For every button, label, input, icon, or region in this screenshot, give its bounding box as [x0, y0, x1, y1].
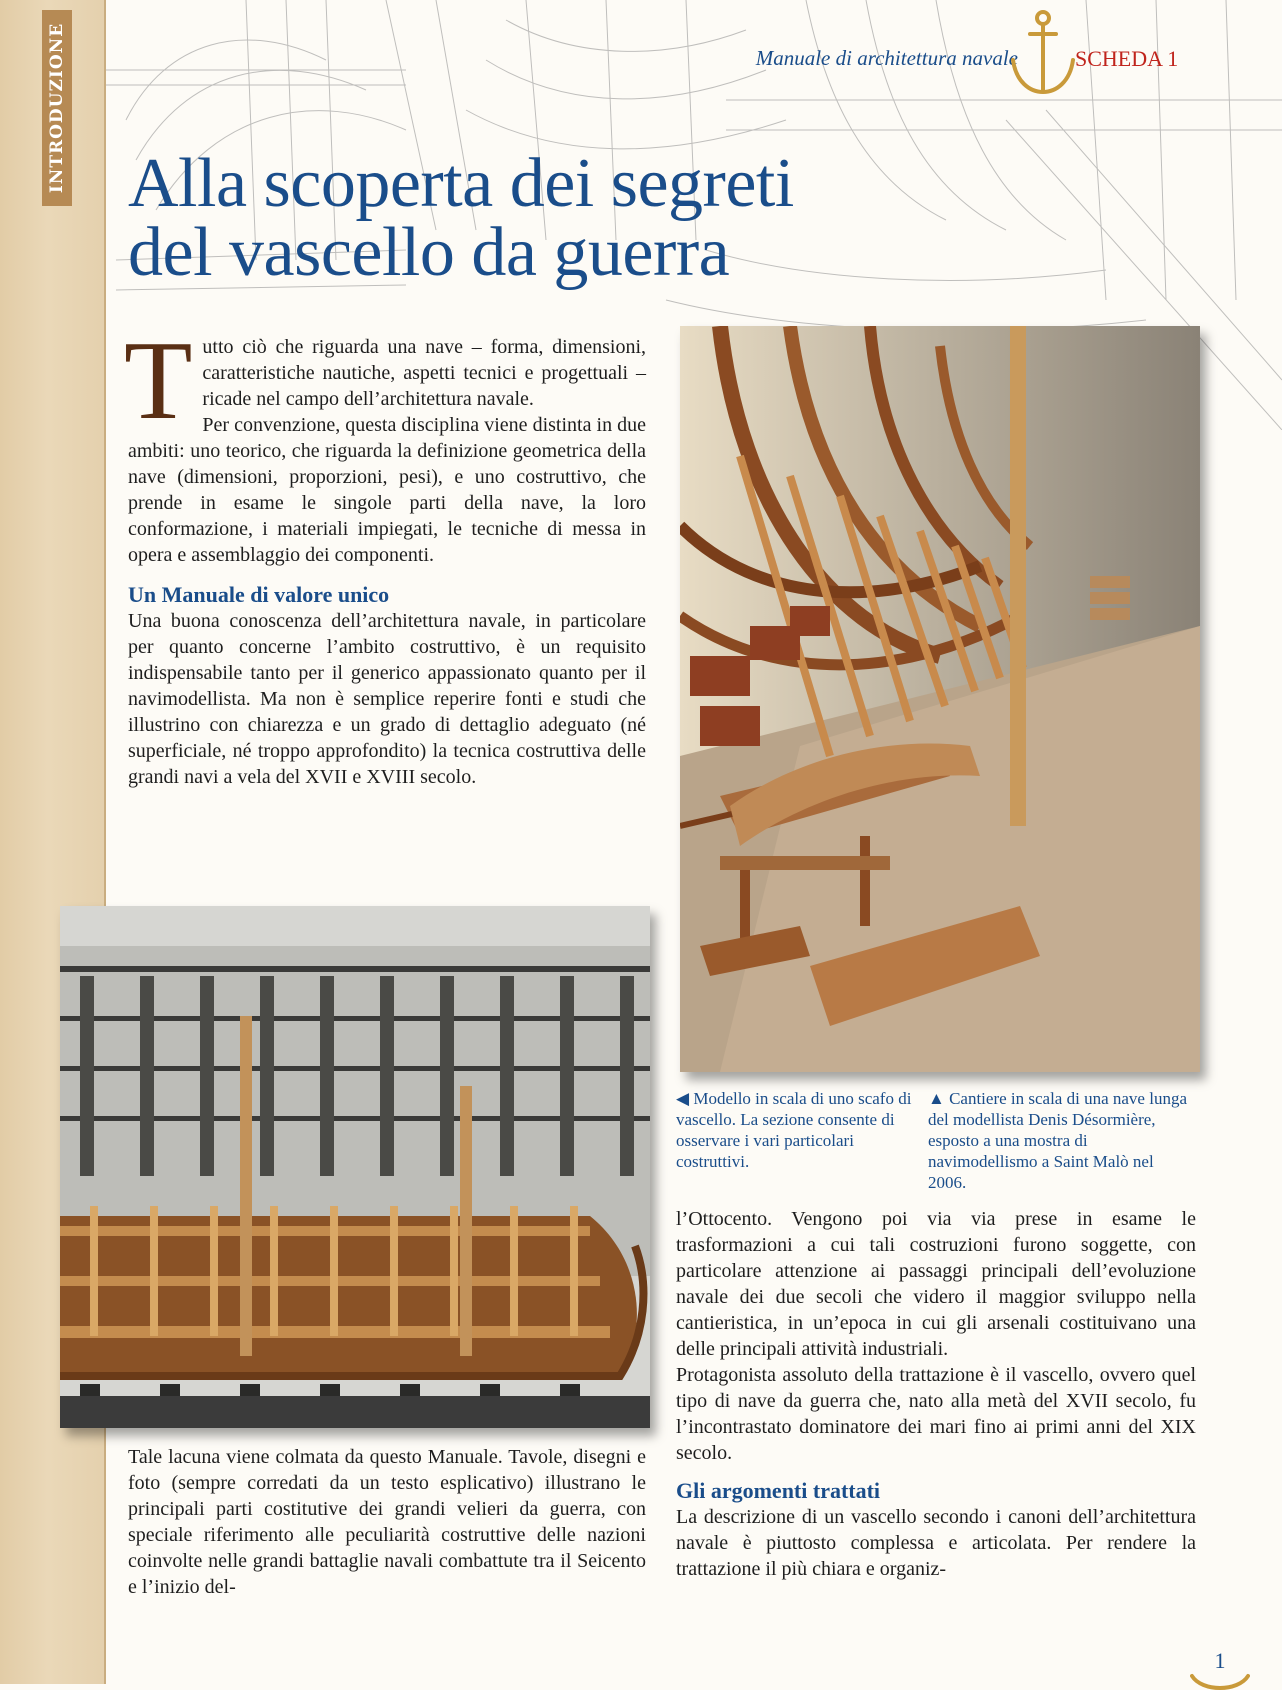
section-label: INTRODUZIONE	[47, 22, 67, 194]
title-line-1: Alla scoperta dei segreti	[128, 145, 794, 222]
paragraph-protagonista: Protagonista assoluto della trattazione è il vascello, ovvero quel tipo di nave da guerra che, nato alla metà del XVII secolo, fu l’incontrastato dominatore dei mari fino ai primi anni del XIX secolo.	[676, 1364, 1196, 1464]
paragraph-descrizione: La descrizione di un vascello secondo i canoni dell’architettura navale è piuttosto complessa e articolata. Per rendere la trattazione il più chiara e organiz-	[676, 1506, 1196, 1580]
paragraph-lacuna: Tale lacuna viene colmata da questo Manuale. Tavole, disegni e foto (sempre corredati da un testo esplicativo) illustrano le principali parti costitutive dei grandi velieri da guerra, con speciale riferimento alle peculiarità costruttive delle nazioni coinvolte nelle grandi battaglie navali combattute tra il Seicento e l’inizio del-	[128, 1446, 646, 1598]
heading-argomenti: Gli argomenti trattati	[676, 1478, 881, 1503]
intro-paragraph: utto ciò che riguarda una nave – forma, dimensioni, caratteristiche nautiche, aspetti tecnici e progettuali – ricade nel campo dell’architettura navale.	[202, 336, 646, 410]
lower-left-column	[128, 1444, 646, 1600]
page-number: 1	[1214, 1648, 1226, 1673]
side-strip	[0, 0, 106, 1684]
paragraph-ambiti: Per convenzione, questa disciplina viene distinta in due ambiti: uno teorico, che riguarda la definizione geometrica della nave (dimensioni, proporzioni, pesi), e uno costruttivo, che prende in esame le singole parti della nave, la loro conformazione, i materiali impiegati, le tecniche di messa in opera e assemblaggio dei componenti.	[128, 414, 646, 566]
caption-left: ◀ Modello in scala di uno scafo di vascello. La sezione consente di osservare i vari particolari costruttivi.	[676, 1089, 912, 1171]
lower-right-column	[676, 1206, 1196, 1582]
hull-photo-illustration	[60, 906, 650, 1428]
series-title: Manuale di architettura navale	[755, 46, 1018, 70]
heading-manuale: Un Manuale di valore unico	[128, 582, 390, 607]
photo-hull-section-model	[60, 906, 650, 1428]
card-label: SCHEDA 1	[1075, 46, 1179, 71]
paragraph-conoscenza: Una buona conoscenza dell’architettura navale, in particolare per quanto concerne l’ambito costruttivo, è un requisito indispensabile tanto per il generico appassionato quanto per il navimodellista. Ma non è semplice reperire fonti e studi che illustrino con chiarezza e un grado di dettaglio adeguato (né superficiale, né troppo approfondito) la tecnica costruttiva delle grandi navi a vela del XVII e XVIII secolo.	[128, 610, 646, 788]
caption-right: ▲ Cantiere in scala di una nave lunga del modellista Denis Désormière, esposto a una mostra di navimodellismo a Saint Malò nel 2006.	[928, 1089, 1187, 1192]
paragraph-ottocento: l’Ottocento. Vengono poi via via prese in esame le trasformazioni a cui tali costruzioni furono soggette, con particolare attenzione ai passaggi principali dell’evoluzione navale dei due secoli che videro il maggior sviluppo nella cantieristica, in un’epoca in cui gli arsenali costituivano una delle principali attività industriali.	[676, 1208, 1196, 1360]
drop-cap: T	[124, 319, 193, 443]
section-tab	[42, 10, 72, 206]
photo-shipyard-model	[680, 326, 1200, 1072]
anchor-icon	[1008, 8, 1078, 96]
shipyard-photo-illustration	[680, 326, 1200, 1072]
page-title	[128, 145, 794, 291]
intro-column	[124, 319, 646, 790]
title-line-2: del vascello da guerra	[128, 213, 730, 291]
